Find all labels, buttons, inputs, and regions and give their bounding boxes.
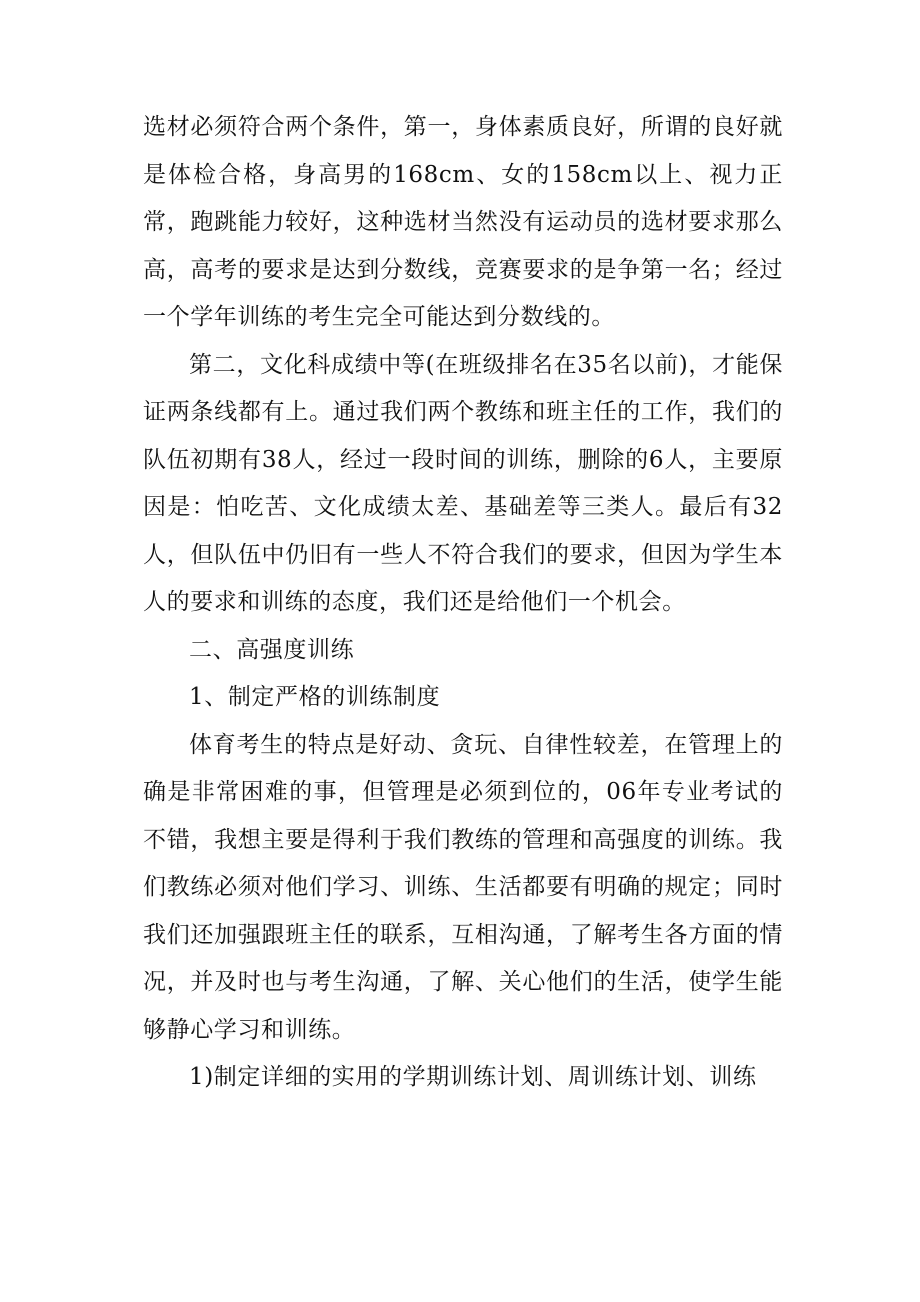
list-item-plan: 1)制定详细的实用的学期训练计划、周训练计划、训练 <box>189 1064 757 1090</box>
section-heading-training: 二、高强度训练 <box>189 636 355 663</box>
paragraph-academic-criteria: 第二，文化科成绩中等(在班级排名在35名以前)，才能保证两条线都有上。通过我们两个教练和班主任的工作，我们的队伍初期有38人，经过一段时间的训练，删除的6人，主要原因是：怕吃苦、文化成绩太差、基础差等三类人。最后有32人，但队伍中仍旧有一些人不符合我们的要求，但因为学生本人的要求和训练的态度，我们还是给他们一个机会。 <box>143 351 783 615</box>
document-page <box>143 104 783 1102</box>
subsection-heading-rules: 1、制定严格的训练制度 <box>189 684 441 710</box>
paragraph-selection-criteria: 选材必须符合两个条件，第一，身体素质良好，所谓的良好就是体检合格，身高男的168cm、女的158cm以上、视力正常，跑跳能力较好，这种选材当然没有运动员的选材要求那么高，高考的要求是达到分数线，竞赛要求的是争第一名；经过一个学年训练的考生完全可能达到分数线的。 <box>143 114 783 330</box>
paragraph-management: 体育考生的特点是好动、贪玩、自律性较差，在管理上的确是非常困难的事，但管理是必须到位的，06年专业考试的不错，我想主要是得利于我们教练的管理和高强度的训练。我们教练必须对他们学习、训练、生活都要有明确的规定；同时我们还加强跟班主任的联系，互相沟通，了解考生各方面的情况，并及时也与考生沟通，了解、关心他们的生活，使学生能够静心学习和训练。 <box>143 731 783 1043</box>
